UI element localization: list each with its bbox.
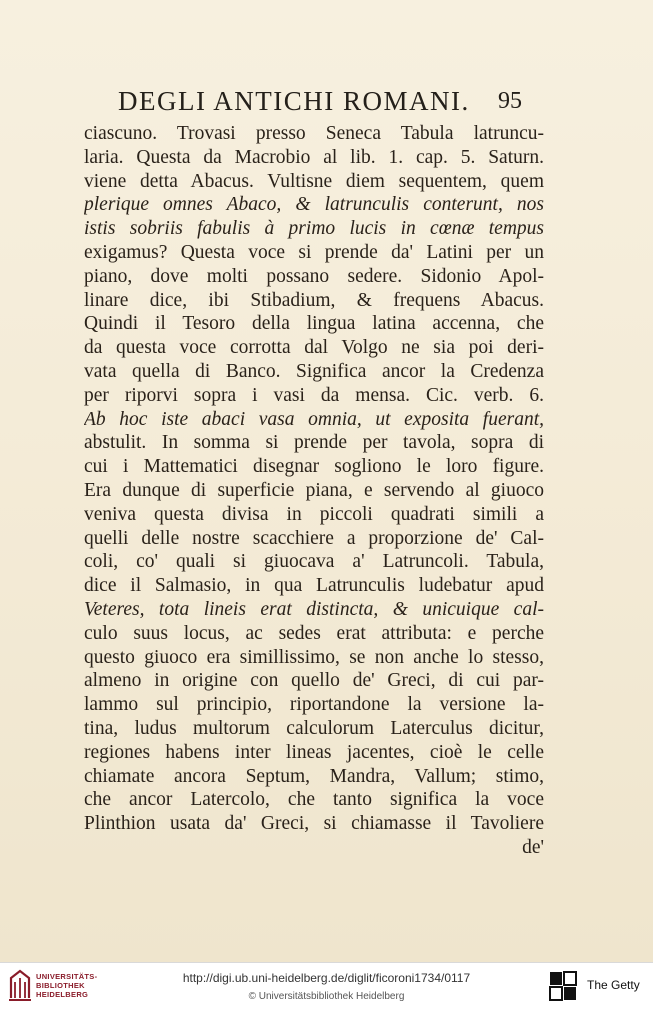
text-line: Era dunque di superficie piana, e servendo al giuoco	[84, 479, 544, 501]
text-line: cui i Mattematici disegnar sogliono le loro figure.	[84, 456, 544, 478]
text-line: da questa voce corrotta dal Volgo ne sia poi deri-	[84, 337, 544, 359]
text-line: quelli delle nostre scacchiere a proporzione de' Cal-	[84, 527, 544, 549]
university-name-line: HEIDELBERG	[36, 990, 89, 999]
text-line: Plinthion usata da' Greci, si chiamasse il Tavoliere	[84, 813, 544, 835]
text-line: plerique omnes Abaco, & latrunculis conterunt, nos	[84, 194, 544, 216]
text-line: Ab hoc iste abaci vasa omnia, ut exposita fuerant,	[84, 408, 544, 430]
text-line: vata quella di Banco. Significa ancor la Credenza	[84, 360, 544, 382]
text-line: laria. Questa da Macrobio al lib. 1. cap. 5. Saturn.	[84, 146, 544, 168]
text-line: veniva questa divisa in piccoli quadrati simili a	[84, 503, 544, 525]
getty-icon	[549, 971, 577, 1001]
getty-name: The Getty	[587, 978, 640, 992]
text-line: regiones habens inter lineas jacentes, cioè le celle	[84, 741, 544, 763]
text-line: viene detta Abacus. Vultisne diem sequentem, quem	[84, 170, 544, 192]
text-line: abstulit. In somma si prende per tavola, sopra di	[84, 432, 544, 454]
text-line: coli, co' quali si giuocava a' Latruncoli. Tabula,	[84, 551, 544, 573]
text-line: almeno in origine con quello de' Greci, di cui par-	[84, 670, 544, 692]
text-line: chiamate ancora Septum, Mandra, Vallum; stimo,	[84, 765, 544, 787]
text-line: ciascuno. Trovasi presso Seneca Tabula latruncu-	[84, 123, 544, 144]
university-name-line: BIBLIOTHEK	[36, 981, 85, 990]
text-line: piano, dove molti possano sedere. Sidonio Apol-	[84, 265, 544, 287]
body-text	[84, 122, 544, 860]
header-title: DEGLI ANTICHI ROMANI.	[118, 86, 470, 116]
text-line: linare dice, ibi Stibadium, & frequens Abacus.	[84, 289, 544, 311]
text-line: tina, ludus multorum calculorum Laterculus dicitur,	[84, 717, 544, 739]
text-line: dice il Salmasio, in qua Latrunculis ludebatur apud	[84, 575, 544, 597]
text-line: culo suus locus, ac sedes erat attributa: e perche	[84, 622, 544, 644]
text-line: per riporvi sopra i vasi da mensa. Cic. verb. 6.	[84, 384, 544, 406]
text-line: exigamus? Questa voce si prende da' Latini per un	[84, 241, 544, 263]
text-line: che ancor Latercolo, che tanto significa la voce	[84, 789, 544, 811]
page-number: 95	[498, 88, 522, 114]
university-name-line: UNIVERSITÄTS-	[36, 972, 98, 981]
viewer-footer	[0, 962, 653, 1011]
running-header	[0, 86, 653, 126]
text-line: Quindi il Tesoro della lingua latina accenna, che	[84, 313, 544, 335]
text-line: lammo sul principio, riportandone la versione la-	[84, 694, 544, 716]
text-line: questo giuoco era simillissimo, se non anche lo stesso,	[84, 646, 544, 668]
text-line: Veteres, tota lineis erat distincta, & unicuique cal-	[84, 598, 544, 620]
catchword: de'	[522, 836, 544, 858]
text-line: istis sobriis fabulis à primo lucis in cœnæ tempus	[84, 218, 544, 240]
permalink[interactable]: http://digi.ub.uni-heidelberg.de/diglit/ficoroni1734/0117	[182, 971, 471, 985]
copyright-notice: © Universitätsbibliothek Heidelberg	[248, 991, 405, 1002]
